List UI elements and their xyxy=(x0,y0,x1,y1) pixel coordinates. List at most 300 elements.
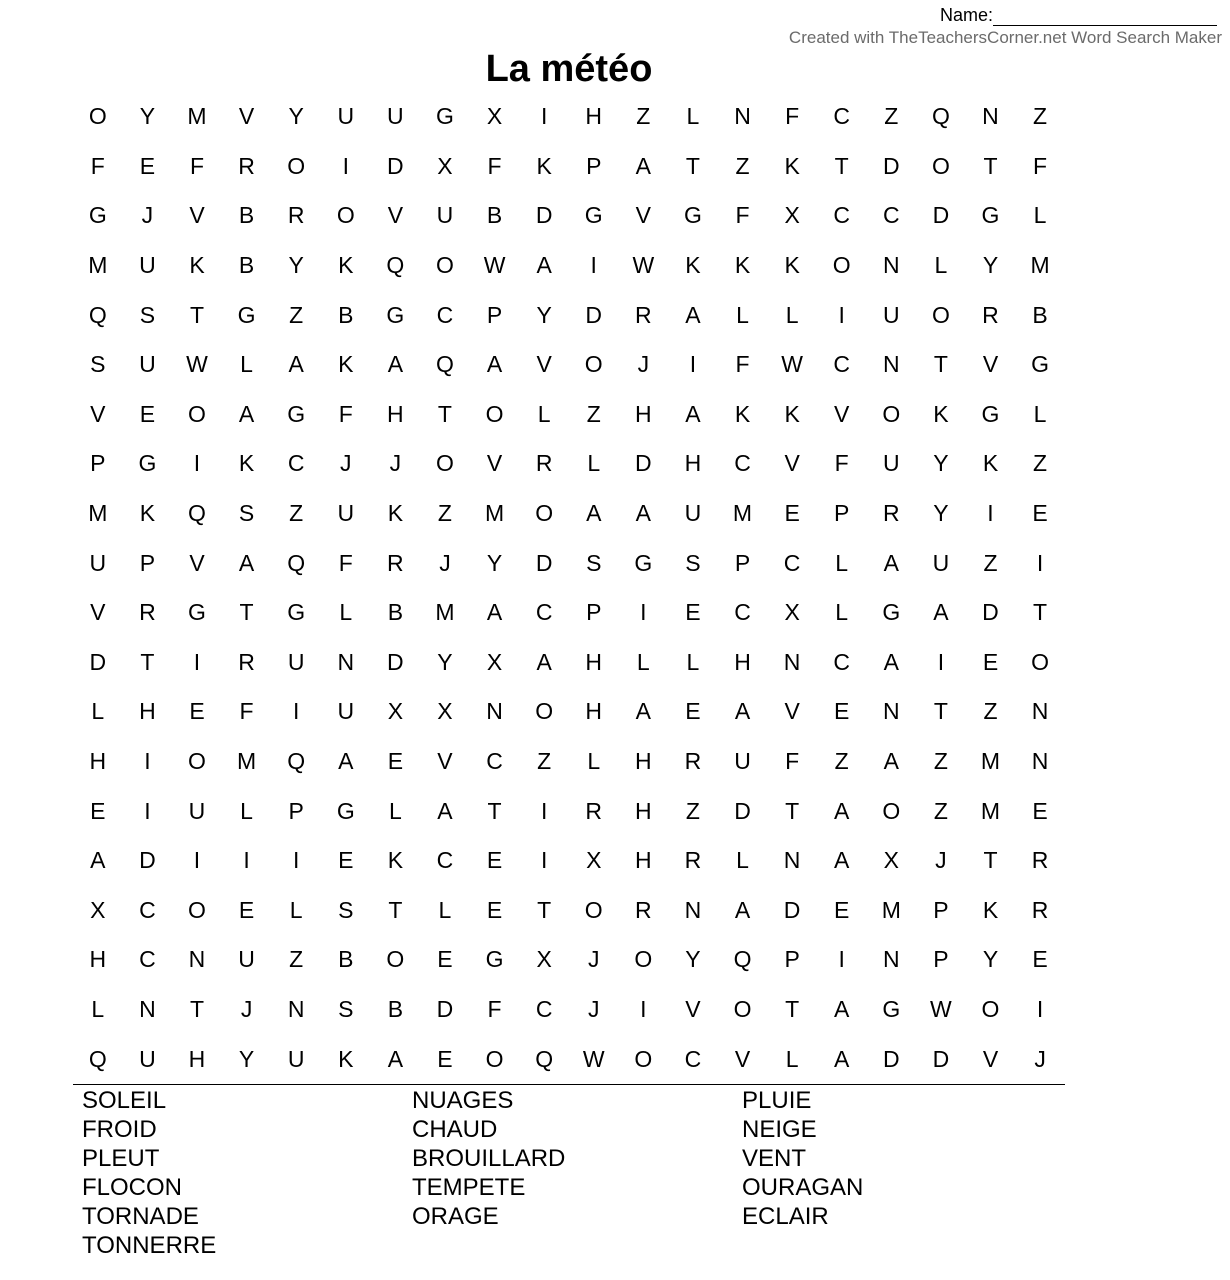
grid-letter[interactable]: M xyxy=(236,748,257,775)
grid-letter[interactable]: J xyxy=(340,450,352,477)
grid-letter[interactable]: G xyxy=(882,599,901,626)
grid-letter[interactable]: E xyxy=(437,1045,453,1072)
grid-letter[interactable]: K xyxy=(139,500,156,527)
grid-letter[interactable]: A xyxy=(536,252,552,279)
grid-letter[interactable]: S xyxy=(90,351,106,378)
grid-letter[interactable]: V xyxy=(486,450,503,477)
grid-letter[interactable]: A xyxy=(238,400,255,427)
grid-letter[interactable]: R xyxy=(139,599,156,626)
grid-letter[interactable]: H xyxy=(635,847,652,874)
grid-letter[interactable]: X xyxy=(586,847,602,874)
grid-letter[interactable]: L xyxy=(537,400,551,427)
grid-letter[interactable]: U xyxy=(139,1045,156,1072)
grid-letter[interactable]: V xyxy=(90,400,106,427)
grid-letter[interactable]: C xyxy=(882,202,900,229)
grid-letter[interactable]: P xyxy=(139,549,156,576)
grid-letter[interactable]: X xyxy=(437,152,453,179)
grid-letter[interactable]: A xyxy=(933,599,949,626)
grid-letter[interactable]: L xyxy=(240,797,253,824)
grid-letter[interactable]: A xyxy=(288,351,304,378)
grid-letter[interactable]: O xyxy=(584,351,603,378)
grid-letter[interactable]: P xyxy=(90,450,106,477)
grid-letter[interactable]: K xyxy=(685,252,701,279)
grid-letter[interactable]: A xyxy=(685,301,701,328)
grid-letter[interactable]: C xyxy=(535,995,553,1022)
grid-letter[interactable]: E xyxy=(486,896,503,923)
grid-letter[interactable]: N xyxy=(684,896,702,923)
grid-letter[interactable]: S xyxy=(338,995,354,1022)
grid-letter[interactable]: L xyxy=(339,599,353,626)
grid-letter[interactable]: A xyxy=(883,549,899,576)
grid-letter[interactable]: A xyxy=(486,351,503,378)
grid-letter[interactable]: K xyxy=(933,400,949,427)
grid-letter[interactable]: J xyxy=(587,995,600,1022)
grid-letter[interactable]: T xyxy=(983,152,998,179)
grid-letter[interactable]: I xyxy=(1036,549,1044,576)
grid-letter[interactable]: V xyxy=(685,995,701,1022)
grid-letter[interactable]: N xyxy=(1031,748,1049,775)
grid-letter[interactable]: A xyxy=(238,549,255,576)
grid-letter[interactable]: G xyxy=(336,797,355,824)
grid-letter[interactable]: T xyxy=(933,351,948,378)
grid-letter[interactable]: W xyxy=(582,1045,605,1072)
grid-letter[interactable]: T xyxy=(487,797,502,824)
grid-letter[interactable]: C xyxy=(436,847,454,874)
grid-letter[interactable]: D xyxy=(387,648,404,675)
grid-letter[interactable]: R xyxy=(238,152,255,179)
grid-letter[interactable]: G xyxy=(237,301,256,328)
grid-letter[interactable]: K xyxy=(784,400,800,427)
grid-letter[interactable]: F xyxy=(90,152,105,179)
grid-letter[interactable]: O xyxy=(188,748,206,775)
grid-letter[interactable]: H xyxy=(734,648,751,675)
grid-letter[interactable]: W xyxy=(483,252,506,279)
grid-letter[interactable]: B xyxy=(238,252,255,279)
grid-letter[interactable]: X xyxy=(536,946,552,973)
grid-letter[interactable]: Z xyxy=(1033,103,1048,130)
grid-letter[interactable]: P xyxy=(586,599,602,626)
grid-letter[interactable]: W xyxy=(781,351,803,378)
grid-letter[interactable]: N xyxy=(982,103,999,130)
grid-letter[interactable]: V xyxy=(982,1045,999,1072)
grid-letter[interactable]: N xyxy=(882,698,900,725)
grid-letter[interactable]: V xyxy=(834,400,850,427)
name-blank-line[interactable] xyxy=(993,7,1217,26)
grid-letter[interactable]: G xyxy=(584,202,603,229)
grid-letter[interactable]: P xyxy=(933,946,949,973)
grid-letter[interactable]: O xyxy=(436,252,454,279)
grid-letter[interactable]: Z xyxy=(636,103,651,130)
grid-letter[interactable]: T xyxy=(437,400,452,427)
grid-letter[interactable]: N xyxy=(139,995,156,1022)
grid-letter[interactable]: V xyxy=(734,1045,751,1072)
grid-letter[interactable]: I xyxy=(838,946,845,973)
grid-letter[interactable]: P xyxy=(933,896,949,923)
grid-letter[interactable]: D xyxy=(932,1045,950,1072)
grid-letter[interactable]: B xyxy=(338,946,354,973)
grid-letter[interactable]: T xyxy=(685,152,700,179)
grid-letter[interactable]: O xyxy=(931,301,950,328)
grid-letter[interactable]: M xyxy=(187,103,207,130)
grid-letter[interactable]: F xyxy=(487,995,502,1022)
grid-letter[interactable]: A xyxy=(834,995,850,1022)
grid-letter[interactable]: H xyxy=(585,648,603,675)
grid-letter[interactable]: U xyxy=(287,648,305,675)
grid-letter[interactable]: I xyxy=(540,847,548,874)
grid-letter[interactable]: K xyxy=(536,152,552,179)
grid-letter[interactable]: P xyxy=(734,549,751,576)
grid-letter[interactable]: U xyxy=(932,549,950,576)
grid-letter[interactable]: R xyxy=(535,450,553,477)
grid-letter[interactable]: O xyxy=(485,1045,504,1072)
grid-letter[interactable]: F xyxy=(189,152,205,179)
grid-letter[interactable]: O xyxy=(981,995,1000,1022)
grid-letter[interactable]: Q xyxy=(436,351,454,378)
grid-letter[interactable]: X xyxy=(784,599,800,626)
grid-letter[interactable]: A xyxy=(635,698,651,725)
grid-letter[interactable]: Y xyxy=(139,103,156,130)
grid-letter[interactable]: J xyxy=(439,549,451,576)
grid-letter[interactable]: E xyxy=(685,599,701,626)
grid-letter[interactable]: G xyxy=(882,995,901,1022)
grid-letter[interactable]: G xyxy=(634,549,653,576)
grid-letter[interactable]: C xyxy=(833,202,851,229)
grid-letter[interactable]: W xyxy=(186,351,208,378)
grid-letter[interactable]: E xyxy=(1032,797,1048,824)
grid-letter[interactable]: D xyxy=(139,847,156,874)
grid-letter[interactable]: Q xyxy=(88,301,107,328)
grid-letter[interactable]: K xyxy=(238,450,255,477)
grid-letter[interactable]: R xyxy=(238,648,255,675)
grid-letter[interactable]: O xyxy=(188,896,206,923)
grid-letter[interactable]: D xyxy=(882,152,900,179)
grid-letter[interactable]: M xyxy=(435,599,455,626)
grid-letter[interactable]: L xyxy=(686,648,700,675)
grid-letter[interactable]: H xyxy=(89,748,107,775)
grid-letter[interactable]: L xyxy=(240,351,253,378)
grid-letter[interactable]: M xyxy=(980,748,1001,775)
grid-letter[interactable]: C xyxy=(734,450,751,477)
grid-letter[interactable]: I xyxy=(193,450,201,477)
grid-letter[interactable]: Z xyxy=(933,748,948,775)
grid-letter[interactable]: G xyxy=(981,202,1000,229)
grid-letter[interactable]: X xyxy=(883,847,899,874)
grid-letter[interactable]: C xyxy=(287,450,305,477)
grid-letter[interactable]: Q xyxy=(287,748,306,775)
grid-letter[interactable]: Y xyxy=(536,301,552,328)
grid-letter[interactable]: X xyxy=(387,698,404,725)
grid-letter[interactable]: G xyxy=(683,202,702,229)
grid-letter[interactable]: D xyxy=(635,450,652,477)
grid-letter[interactable]: T xyxy=(933,698,948,725)
grid-letter[interactable]: M xyxy=(484,500,505,527)
grid-letter[interactable]: O xyxy=(1031,648,1050,675)
grid-letter[interactable]: A xyxy=(635,152,651,179)
grid-letter[interactable]: L xyxy=(289,896,303,923)
grid-letter[interactable]: X xyxy=(784,202,800,229)
grid-letter[interactable]: W xyxy=(632,252,655,279)
grid-letter[interactable]: A xyxy=(338,748,354,775)
grid-letter[interactable]: Z xyxy=(586,400,601,427)
grid-letter[interactable]: E xyxy=(1032,946,1048,973)
grid-letter[interactable]: F xyxy=(735,351,750,378)
grid-letter[interactable]: T xyxy=(140,648,155,675)
grid-letter[interactable]: G xyxy=(386,301,405,328)
grid-letter[interactable]: D xyxy=(783,896,801,923)
grid-letter[interactable]: O xyxy=(386,946,405,973)
grid-letter[interactable]: K xyxy=(982,450,999,477)
grid-letter[interactable]: W xyxy=(930,995,952,1022)
grid-letter[interactable]: O xyxy=(436,450,454,477)
grid-letter[interactable]: H xyxy=(89,946,107,973)
grid-letter[interactable]: Z xyxy=(437,500,452,527)
grid-letter[interactable]: L xyxy=(736,847,749,874)
grid-letter[interactable]: O xyxy=(733,995,752,1022)
grid-letter[interactable]: R xyxy=(635,301,652,328)
grid-letter[interactable]: L xyxy=(1033,400,1047,427)
grid-letter[interactable]: E xyxy=(139,400,156,427)
grid-letter[interactable]: E xyxy=(685,698,701,725)
grid-letter[interactable]: O xyxy=(188,400,206,427)
grid-letter[interactable]: A xyxy=(536,648,552,675)
grid-letter[interactable]: V xyxy=(982,351,999,378)
grid-letter[interactable]: Y xyxy=(933,500,949,527)
grid-letter[interactable]: L xyxy=(835,549,849,576)
grid-letter[interactable]: B xyxy=(338,301,354,328)
grid-letter[interactable]: A xyxy=(734,896,751,923)
grid-letter[interactable]: U xyxy=(882,301,900,328)
grid-letter[interactable]: B xyxy=(387,995,404,1022)
grid-letter[interactable]: Y xyxy=(288,252,304,279)
grid-letter[interactable]: D xyxy=(535,202,553,229)
grid-letter[interactable]: A xyxy=(387,1045,404,1072)
grid-letter[interactable]: G xyxy=(436,103,454,130)
grid-letter[interactable]: I xyxy=(193,648,201,675)
grid-letter[interactable]: E xyxy=(834,698,850,725)
grid-letter[interactable]: C xyxy=(436,301,454,328)
grid-letter[interactable]: Y xyxy=(486,549,503,576)
grid-letter[interactable]: F xyxy=(1033,152,1048,179)
grid-letter[interactable]: Z xyxy=(1033,450,1048,477)
grid-letter[interactable]: S xyxy=(685,549,701,576)
grid-letter[interactable]: K xyxy=(387,847,404,874)
grid-letter[interactable]: Q xyxy=(733,946,752,973)
grid-letter[interactable]: Y xyxy=(288,103,304,130)
grid-letter[interactable]: N xyxy=(287,995,305,1022)
grid-letter[interactable]: Q xyxy=(931,103,950,130)
grid-letter[interactable]: R xyxy=(1031,847,1049,874)
grid-letter[interactable]: M xyxy=(732,500,753,527)
grid-letter[interactable]: U xyxy=(337,500,355,527)
grid-letter[interactable]: F xyxy=(735,202,750,229)
grid-letter[interactable]: N xyxy=(783,847,801,874)
grid-letter[interactable]: T xyxy=(785,995,800,1022)
grid-letter[interactable]: P xyxy=(486,301,503,328)
grid-letter[interactable]: G xyxy=(88,202,107,229)
grid-letter[interactable]: D xyxy=(932,202,950,229)
grid-letter[interactable]: U xyxy=(882,450,900,477)
grid-letter[interactable]: D xyxy=(535,549,553,576)
grid-letter[interactable]: Z xyxy=(983,549,998,576)
grid-letter[interactable]: J xyxy=(141,202,154,229)
grid-letter[interactable]: Y xyxy=(685,946,701,973)
grid-letter[interactable]: J xyxy=(935,847,947,874)
grid-letter[interactable]: B xyxy=(1032,301,1048,328)
grid-letter[interactable]: O xyxy=(832,252,851,279)
grid-letter[interactable]: F xyxy=(834,450,849,477)
grid-letter[interactable]: J xyxy=(240,995,253,1022)
grid-letter[interactable]: V xyxy=(90,599,106,626)
grid-letter[interactable]: O xyxy=(535,698,554,725)
grid-letter[interactable]: T xyxy=(537,896,552,923)
grid-letter[interactable]: I xyxy=(292,698,300,725)
grid-letter[interactable]: V xyxy=(437,748,453,775)
grid-letter[interactable]: E xyxy=(387,748,404,775)
grid-letter[interactable]: E xyxy=(784,500,800,527)
grid-letter[interactable]: Y xyxy=(238,1045,255,1072)
grid-letter[interactable]: A xyxy=(387,351,404,378)
grid-letter[interactable]: X xyxy=(486,103,503,130)
grid-letter[interactable]: C xyxy=(734,599,751,626)
grid-letter[interactable]: G xyxy=(287,400,306,427)
grid-letter[interactable]: U xyxy=(89,549,107,576)
grid-letter[interactable]: Q xyxy=(88,1045,107,1072)
grid-letter[interactable]: M xyxy=(1030,252,1050,279)
grid-letter[interactable]: I xyxy=(689,351,697,378)
grid-letter[interactable]: F xyxy=(785,103,800,130)
name-field[interactable] xyxy=(940,5,1217,26)
grid-letter[interactable]: L xyxy=(636,648,650,675)
grid-letter[interactable]: Z xyxy=(685,797,700,824)
grid-letter[interactable]: U xyxy=(188,797,206,824)
grid-letter[interactable]: E xyxy=(486,847,503,874)
grid-letter[interactable]: E xyxy=(982,648,999,675)
grid-letter[interactable]: T xyxy=(388,896,403,923)
grid-letter[interactable]: D xyxy=(882,1045,900,1072)
grid-letter[interactable]: O xyxy=(931,152,950,179)
grid-letter[interactable]: O xyxy=(882,400,901,427)
grid-letter[interactable]: I xyxy=(540,103,548,130)
grid-letter[interactable]: L xyxy=(438,896,452,923)
grid-letter[interactable]: K xyxy=(338,351,354,378)
grid-letter[interactable]: O xyxy=(287,152,306,179)
grid-letter[interactable]: I xyxy=(987,500,994,527)
grid-letter[interactable]: T xyxy=(785,797,800,824)
grid-letter[interactable]: E xyxy=(90,797,106,824)
grid-letter[interactable]: N xyxy=(1031,698,1049,725)
grid-letter[interactable]: Z xyxy=(834,748,849,775)
grid-letter[interactable]: I xyxy=(540,797,548,824)
grid-letter[interactable]: A xyxy=(834,847,850,874)
grid-letter[interactable]: K xyxy=(734,252,751,279)
grid-letter[interactable]: E xyxy=(238,896,255,923)
grid-letter[interactable]: U xyxy=(734,748,751,775)
grid-letter[interactable]: O xyxy=(336,202,355,229)
grid-letter[interactable]: T xyxy=(189,995,205,1022)
grid-letter[interactable]: P xyxy=(784,946,800,973)
grid-letter[interactable]: C xyxy=(783,549,801,576)
grid-letter[interactable]: P xyxy=(586,152,602,179)
grid-letter[interactable]: I xyxy=(937,648,945,675)
grid-letter[interactable]: V xyxy=(189,202,205,229)
grid-letter[interactable]: H xyxy=(684,450,702,477)
grid-letter[interactable]: V xyxy=(635,202,651,229)
grid-letter[interactable]: G xyxy=(1031,351,1050,378)
grid-letter[interactable]: D xyxy=(734,797,751,824)
grid-letter[interactable]: A xyxy=(834,1045,850,1072)
grid-letter[interactable]: F xyxy=(338,549,353,576)
grid-letter[interactable]: T xyxy=(834,152,849,179)
grid-letter[interactable]: E xyxy=(139,152,156,179)
grid-letter[interactable]: V xyxy=(189,549,205,576)
grid-letter[interactable]: I xyxy=(144,797,151,824)
grid-letter[interactable]: F xyxy=(487,152,502,179)
grid-letter[interactable]: N xyxy=(188,946,206,973)
grid-letter[interactable]: D xyxy=(89,648,107,675)
grid-letter[interactable]: L xyxy=(736,301,749,328)
grid-letter[interactable]: G xyxy=(138,450,157,477)
grid-letter[interactable]: A xyxy=(437,797,453,824)
grid-letter[interactable]: Y xyxy=(437,648,453,675)
grid-letter[interactable]: F xyxy=(239,698,254,725)
grid-letter[interactable]: R xyxy=(882,500,900,527)
grid-letter[interactable]: U xyxy=(139,351,156,378)
grid-letter[interactable]: M xyxy=(88,500,108,527)
grid-letter[interactable]: L xyxy=(934,252,948,279)
grid-letter[interactable]: K xyxy=(982,896,999,923)
grid-letter[interactable]: U xyxy=(436,202,454,229)
grid-letter[interactable]: R xyxy=(635,896,652,923)
grid-letter[interactable]: B xyxy=(486,202,503,229)
grid-letter[interactable]: L xyxy=(388,797,402,824)
grid-letter[interactable]: C xyxy=(139,896,156,923)
grid-letter[interactable]: V xyxy=(238,103,255,130)
grid-letter[interactable]: D xyxy=(436,995,454,1022)
grid-letter[interactable]: G xyxy=(287,599,306,626)
grid-letter[interactable]: I xyxy=(342,152,349,179)
grid-letter[interactable]: V xyxy=(536,351,552,378)
grid-letter[interactable]: A xyxy=(685,400,701,427)
grid-letter[interactable]: I xyxy=(640,599,647,626)
grid-letter[interactable]: N xyxy=(882,946,900,973)
grid-letter[interactable]: I xyxy=(193,847,201,874)
grid-letter[interactable]: U xyxy=(287,1045,305,1072)
grid-letter[interactable]: F xyxy=(338,400,353,427)
grid-letter[interactable]: R xyxy=(585,797,603,824)
grid-letter[interactable]: S xyxy=(139,301,156,328)
grid-letter[interactable]: L xyxy=(91,995,105,1022)
grid-letter[interactable]: X xyxy=(437,698,453,725)
grid-letter[interactable]: T xyxy=(1033,599,1048,626)
grid-letter[interactable]: K xyxy=(338,1045,354,1072)
grid-letter[interactable]: A xyxy=(883,648,899,675)
grid-letter[interactable]: N xyxy=(783,648,801,675)
grid-letter[interactable]: B xyxy=(238,202,255,229)
grid-letter[interactable]: O xyxy=(485,400,504,427)
grid-letter[interactable]: O xyxy=(634,946,653,973)
grid-letter[interactable]: R xyxy=(287,202,305,229)
grid-letter[interactable]: M xyxy=(980,797,1001,824)
grid-letter[interactable]: H xyxy=(635,797,652,824)
grid-letter[interactable]: K xyxy=(387,500,404,527)
grid-letter[interactable]: L xyxy=(835,599,849,626)
grid-letter[interactable]: L xyxy=(686,103,700,130)
grid-letter[interactable]: L xyxy=(785,1045,799,1072)
grid-letter[interactable]: E xyxy=(1032,500,1048,527)
grid-letter[interactable]: O xyxy=(634,1045,653,1072)
grid-letter[interactable]: Z xyxy=(289,301,304,328)
grid-letter[interactable]: C xyxy=(139,946,156,973)
